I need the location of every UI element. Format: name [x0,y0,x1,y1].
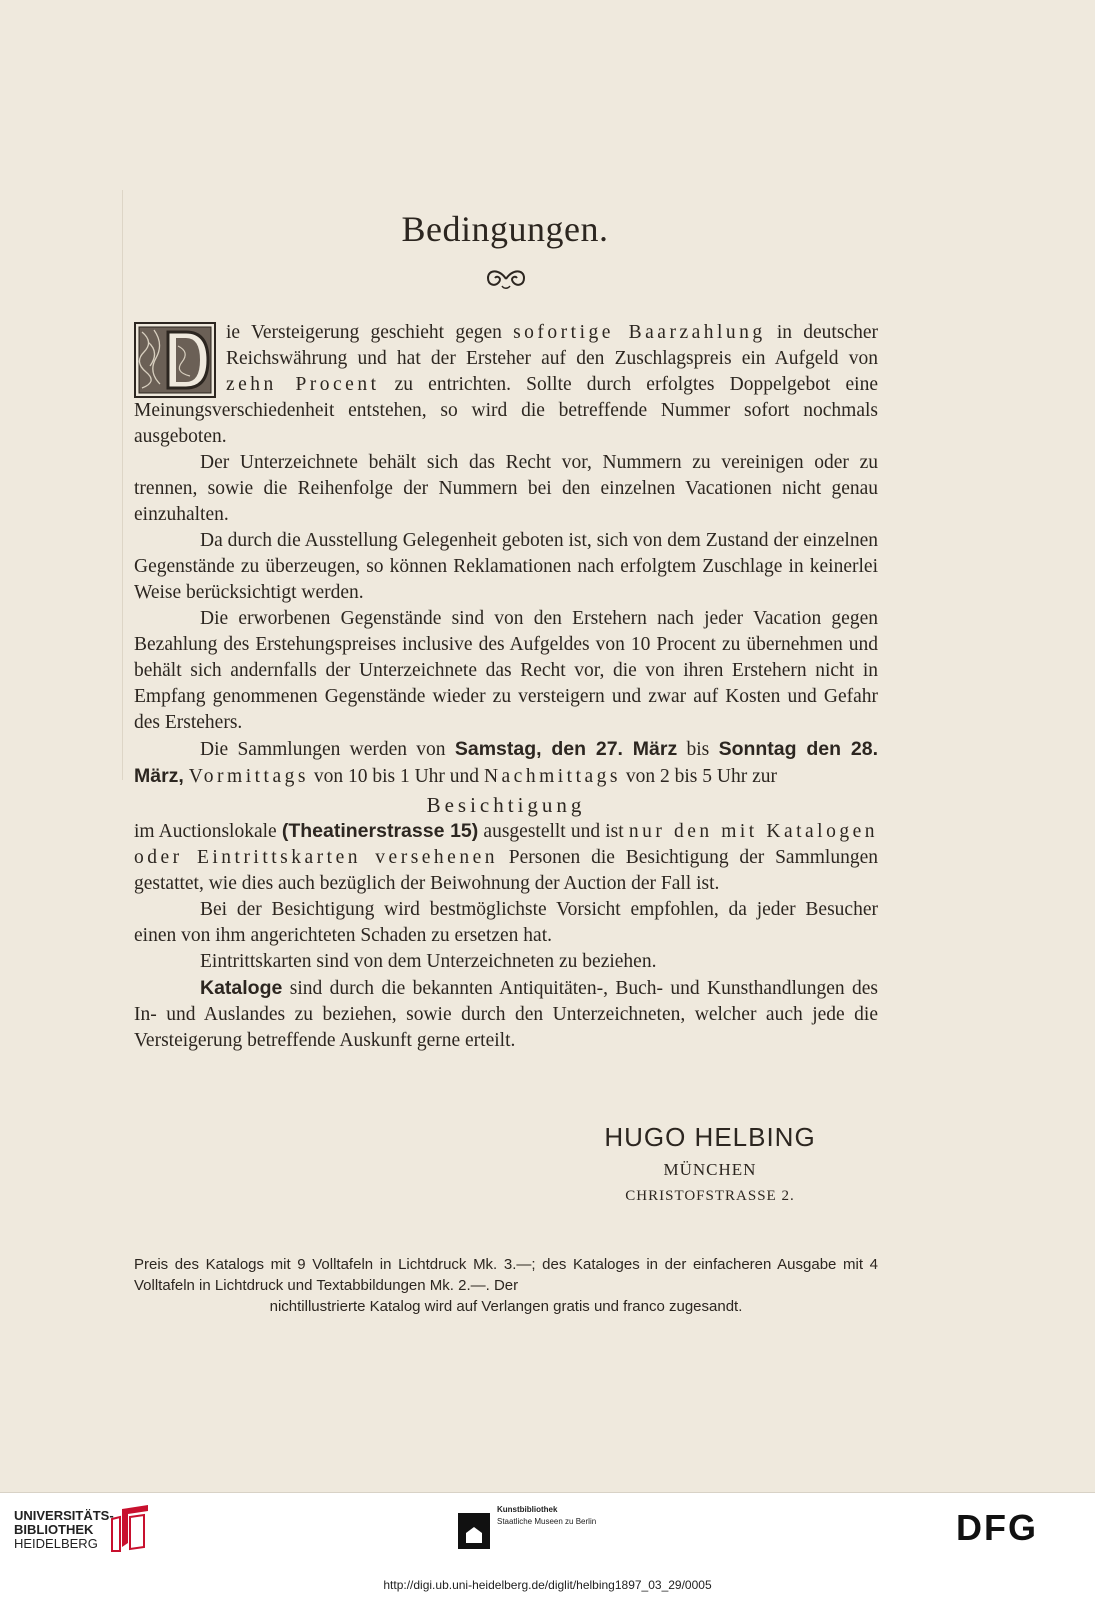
paragraph-5 [134,736,878,790]
dropcap-d-icon [134,322,216,398]
kb-line-2: Staatliche Museen zu Berlin [497,1517,597,1526]
ub-line-2: BIBLIOTHEK [14,1522,94,1537]
p6-part-d: nur den mit Katalogen oder Eintrittskarten versehenen [134,821,878,868]
p5-part-i: von 2 bis 5 Uhr zur [621,766,777,787]
signature-street: CHRISTOFSTRASSE 2. [625,1188,795,1204]
paragraph-2: Der Unterzeichnete behält sich das Recht vor, Nummern zu vereinigen oder zu trennen, sowie die Reihenfolge der Nummern bei den einzelnen Vacationen nicht genau einzuhalten. [134,452,878,525]
p5-part-h: Nachmittags [483,766,621,787]
p1-part-e: zu entrichten. Sollte durch erfolgtes Doppelgebot eine Meinungsverschiedenheit entstehen, so wird die betreffende Nummer sofort nochmals ausgeboten. [134,374,878,447]
ub-logo-text[interactable] [14,1509,114,1551]
paragraph-7: Bei der Besichtigung wird bestmöglichste Vorsicht empfohlen, da jeder Besucher einen von ihm angerichteten Schaden zu ersetzen hat. [134,899,878,946]
p1-part-c: in deutscher Reichswährung und hat der Ersteher auf den Zuschlagspreis ein Aufgeld von [226,322,878,369]
signature-name: HUGO HELBING [604,1122,816,1152]
paragraph-8: Eintrittskarten sind von dem Unterzeichneten zu beziehen. [200,951,657,972]
permalink-url[interactable]: http://digi.ub.uni-heidelberg.de/diglit/helbing1897_03_29/0005 [383,1578,712,1592]
p6-part-e: Personen die Besichtigung der Sammlungen gestattet, wie dies auch bezüglich der Beiwohnung der Auction der Fall ist. [134,847,878,894]
p5-part-d: Sonntag den 28. März, [134,738,878,787]
p1-part-a: ie Versteigerung geschieht gegen [226,322,514,343]
kb-line-1: Kunstbibliothek [497,1505,558,1514]
ub-logo-icon[interactable] [108,1503,152,1553]
p5-part-b: Samstag, den 27. März [454,738,678,760]
p1-part-b: sofortige Baarzahlung [513,322,766,343]
ub-line-1: UNIVERSITÄTS- [14,1508,114,1523]
footnote-last: nichtillustrierte Katalog wird auf Verlangen gratis und franco zugesandt. [269,1298,743,1315]
paragraph-9 [134,975,878,1054]
p5-part-g: von 10 bis 1 Uhr und [308,766,484,787]
p5-part-a: Die Sammlungen werden von [200,739,455,760]
kunstbibliothek-logo-icon[interactable] [458,1513,490,1549]
paragraph-4: Die erworbenen Gegenstände sind von den Erstehern nach jeder Vacation gegen Bezahlung des Erstehungspreises inclusive des Aufgeldes von 10 Procent zu übernehmen und behält sich andernfalls der Unterzeichnete das Recht vor, die von ihren Erstehern nicht in Empfang genommenen Gegenstände wieder zu versteigern und zwar auf Kosten und Gefahr des Erstehers. [134,608,878,733]
besichtigung-heading: Besichtigung [426,793,586,817]
ub-line-3: HEIDELBERG [14,1536,98,1551]
signature-city: MÜNCHEN [663,1160,757,1179]
page-title: Bedingungen. [401,209,609,249]
p6-part-a: im Auctionslokale [134,821,282,842]
kunstbibliothek-text[interactable] [497,1504,596,1528]
p5-part-c: bis [677,739,719,760]
p1-part-d: zehn Procent [226,374,380,395]
p5-part-f: Vormittags [188,766,309,787]
paragraph-6 [134,818,878,897]
paragraph-1 [134,320,878,450]
p6-part-c: ausgestellt und ist [478,821,629,842]
plate-edge [122,190,123,780]
ornament-icon [484,266,528,292]
dfg-logo[interactable]: DFG [956,1507,1038,1548]
p6-part-b: (Theatinerstrasse 15) [281,820,479,842]
paragraph-3: Da durch die Ausstellung Gelegenheit geboten ist, sich von dem Zustand der einzelnen Gegenstände zu überzeugen, so können Reklamationen nach erfolgtem Zuschlage in keinerlei Weise berücksichtigt werden. [134,530,878,603]
footnote-main: Preis des Katalogs mit 9 Volltafeln in Lichtdruck Mk. 3.—; des Kataloges in der einfacheren Ausgabe mit 4 Volltafeln in Lichtdruck und Textabbildungen Mk. 2.—. Der [134,1256,878,1294]
conditions-text [134,320,878,1054]
p9-part-b: sind durch die bekannten Antiquitäten-, Buch- und Kunsthandlungen des In- und Auslandes zu beziehen, sowie durch den Unterzeichneten, welcher auch jede die Versteigerung betreffende Auskunft gerne erteilt. [134,978,878,1051]
price-footnote [134,1254,878,1317]
p9-part-a: Kataloge [200,977,283,999]
